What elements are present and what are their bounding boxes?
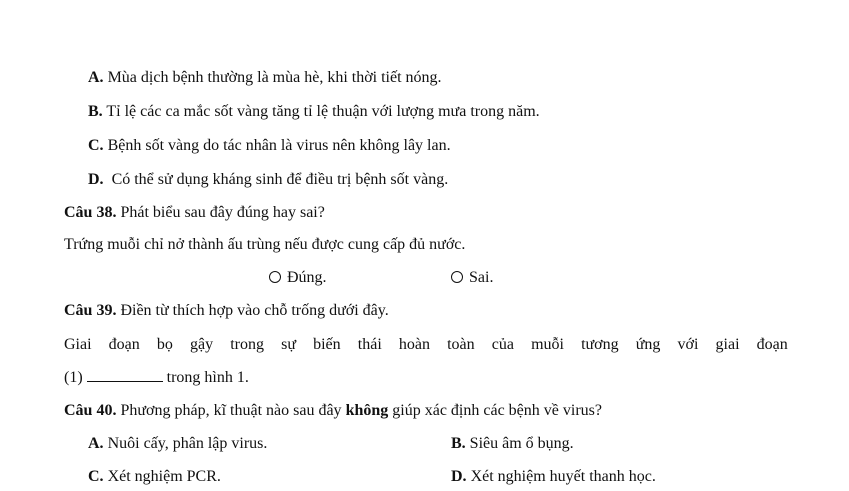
option-label: B. — [451, 435, 466, 452]
option-label: A. — [88, 69, 104, 86]
option-text: Mùa dịch bệnh thường là mùa hè, khi thời tiết nóng. — [107, 69, 442, 86]
option-a — [88, 68, 442, 88]
question-prompt-end: giúp xác định các bệnh về virus? — [392, 402, 602, 419]
question-39-sentence — [64, 335, 788, 355]
option-text: Xét nghiệm PCR. — [107, 468, 221, 485]
q40-option-a[interactable] — [88, 434, 267, 454]
question-39-blank-line — [64, 368, 249, 388]
word: ứng — [635, 336, 661, 353]
question-emphasis: không — [345, 402, 389, 419]
option-text: Có thể sử dụng kháng sinh để điều trị bệnh sốt vàng. — [111, 171, 449, 188]
blank-suffix: trong hình 1. — [166, 369, 249, 386]
word: thái — [357, 336, 382, 353]
option-label: C. — [88, 468, 104, 485]
word: tương — [581, 336, 619, 353]
word: Giai — [64, 336, 92, 353]
option-d — [88, 170, 448, 190]
question-39 — [64, 301, 389, 321]
option-label: C. — [88, 137, 104, 154]
word: giai — [715, 336, 740, 353]
fill-blank[interactable] — [87, 368, 163, 382]
question-label: Câu 40. — [64, 402, 117, 419]
question-40 — [64, 401, 602, 421]
word: với — [677, 336, 699, 353]
word: của — [491, 336, 514, 353]
word: bọ — [156, 336, 173, 353]
q40-option-d[interactable] — [451, 467, 656, 487]
question-label: Câu 38. — [64, 204, 117, 221]
word: hoàn — [398, 336, 430, 353]
word: trong — [230, 336, 264, 353]
word: gậy — [189, 336, 214, 353]
question-label: Câu 39. — [64, 302, 117, 319]
option-text: Bệnh sốt vàng do tác nhân là virus nên không lây lan. — [107, 137, 451, 154]
word: muỗi — [531, 336, 564, 353]
q40-option-c[interactable] — [88, 467, 221, 487]
question-38 — [64, 203, 325, 223]
option-text: Xét nghiệm huyết thanh học. — [470, 468, 656, 485]
radio-circle-icon[interactable] — [451, 271, 463, 283]
option-b — [88, 102, 540, 122]
blank-number: (1) — [64, 369, 83, 386]
word: biến — [313, 336, 341, 353]
option-text: Nuôi cấy, phân lập virus. — [107, 435, 268, 452]
true-choice-label: Đúng. — [287, 269, 327, 286]
option-label: D. — [451, 468, 467, 485]
question-prompt: Phương pháp, kĩ thuật nào sau đây — [120, 402, 342, 419]
word: đoạn — [756, 336, 788, 353]
radio-circle-icon[interactable] — [269, 271, 281, 283]
false-choice[interactable] — [451, 268, 493, 288]
q40-option-b[interactable] — [451, 434, 574, 454]
question-prompt: Phát biểu sau đây đúng hay sai? — [120, 204, 325, 221]
option-label: A. — [88, 435, 104, 452]
false-choice-label: Sai. — [469, 269, 494, 286]
word: sự — [281, 336, 296, 353]
word: đoạn — [108, 336, 140, 353]
question-prompt: Điền từ thích hợp vào chỗ trống dưới đây. — [120, 302, 389, 319]
word: toàn — [447, 336, 475, 353]
option-text: Siêu âm ổ bụng. — [469, 435, 574, 452]
true-choice[interactable] — [269, 268, 327, 288]
question-38-statement: Trứng muỗi chỉ nở thành ấu trùng nếu được cung cấp đủ nước. — [64, 236, 466, 253]
option-label: D. — [88, 171, 104, 188]
option-c — [88, 136, 451, 156]
option-text: Tỉ lệ các ca mắc sốt vàng tăng tỉ lệ thuận với lượng mưa trong năm. — [106, 103, 540, 120]
option-label: B. — [88, 103, 103, 120]
